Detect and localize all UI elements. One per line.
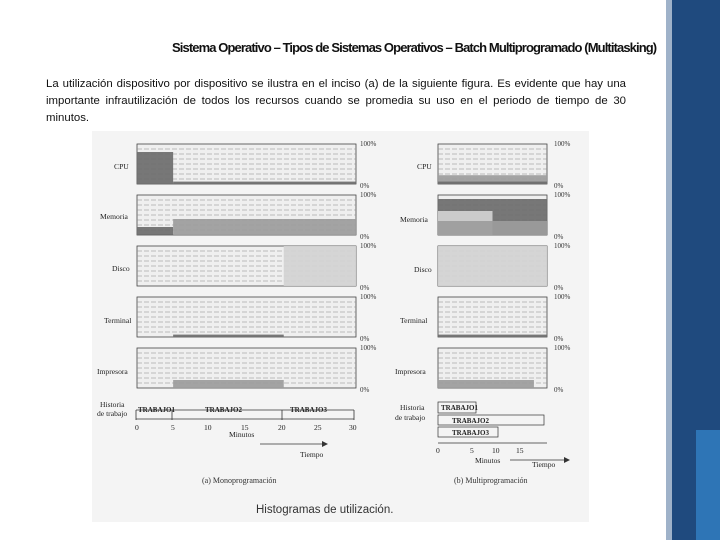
panel-b	[395, 140, 571, 485]
tick-b-5: 5	[470, 446, 474, 455]
pct-0-mem-b: 0%	[554, 233, 564, 241]
utilization-histogram-figure	[92, 131, 589, 522]
strip-a-memoria-fill-2	[137, 234, 173, 235]
tick-a-5: 5	[171, 423, 175, 432]
tick-a-20: 20	[278, 423, 286, 432]
resource-label-cpu-a: CPU	[114, 162, 129, 171]
pct-0-term-b: 0%	[554, 335, 564, 343]
resource-label-impresora-b: Impresora	[395, 367, 426, 376]
job2-label-a: TRABAJO2	[205, 406, 242, 414]
strip-b-disco-fill-0	[438, 246, 547, 286]
strip-a-cpu-fill-0	[137, 152, 173, 184]
tick-a-10: 10	[204, 423, 212, 432]
pct-0-mem-a: 0%	[360, 233, 370, 241]
pct-0-disco-b: 0%	[554, 284, 564, 292]
slide-title: Sistema Operativo – Tipos de Sistemas Operativos – Batch Multiprogramado (Multitasking)	[172, 40, 657, 55]
job1-label-b: TRABAJO1	[441, 404, 478, 412]
pct-100-imp-b: 100%	[554, 344, 571, 352]
history-label-b-2: de trabajo	[395, 413, 426, 422]
subcaption-b: (b) Multiprogramación	[454, 476, 528, 485]
job1-label-a: TRABAJO1	[138, 406, 175, 414]
resource-label-memoria-a: Memoria	[100, 212, 128, 221]
pct-0-cpu-b: 0%	[554, 182, 564, 190]
strip-a-memoria-fill-0	[137, 227, 173, 235]
strip-b-memoria-fill-2	[438, 221, 547, 235]
pct-0-imp-a: 0%	[360, 386, 370, 394]
resource-label-terminal-b: Terminal	[400, 316, 428, 325]
tick-a-25: 25	[314, 423, 322, 432]
job2-label-b: TRABAJO2	[452, 417, 489, 425]
strips-a	[137, 144, 356, 388]
job3-label-b: TRABAJO3	[452, 429, 489, 437]
tick-a-30: 30	[349, 423, 357, 432]
tick-a-15: 15	[241, 423, 249, 432]
job3-label-a: TRABAJO3	[290, 406, 327, 414]
x-label-b: Minutos	[475, 456, 501, 465]
strip-b-terminal-fill-0	[438, 335, 547, 337]
strip-a-disco-fill-0	[284, 246, 356, 286]
resource-label-memoria-b: Memoria	[400, 215, 428, 224]
resource-label-impresora-a: Impresora	[97, 367, 128, 376]
pct-0-disco-a: 0%	[360, 284, 370, 292]
decorative-block	[696, 430, 720, 540]
pct-100-mem-a: 100%	[360, 191, 377, 199]
strip-b-impresora-fill-0	[438, 380, 534, 388]
history-label-a-2: de trabajo	[97, 409, 128, 418]
time-label-a: Tiempo	[300, 450, 324, 459]
pct-0-cpu-a: 0%	[360, 182, 370, 190]
pct-0-imp-b: 0%	[554, 386, 564, 394]
strip-a-cpu-fill-1	[173, 182, 356, 184]
pct-100-disco-b: 100%	[554, 242, 571, 250]
histogram-svg	[92, 131, 589, 522]
pct-100-disco-a: 100%	[360, 242, 377, 250]
tick-a-0: 0	[135, 423, 139, 432]
strip-b-cpu-fill-1	[438, 182, 547, 184]
figure-caption: Histogramas de utilización.	[256, 504, 394, 516]
strip-a-terminal-fill-0	[173, 335, 284, 337]
tick-b-15: 15	[516, 446, 524, 455]
pct-100-term-a: 100%	[360, 293, 377, 301]
resource-label-disco-b: Disco	[414, 265, 432, 274]
slide-paragraph: La utilización dispositivo por dispositivo se ilustra en el inciso (a) de la siguiente figura. Es evidente que hay una importante infrautilización de todos los recursos cuando se promedia su uso en el periodo de tiempo de 30 minutos.	[46, 78, 626, 124]
time-label-b: Tiempo	[532, 460, 556, 469]
strips-b	[438, 144, 547, 388]
pct-100-cpu-a: 100%	[360, 140, 377, 148]
history-label-b-1: Historia	[400, 403, 425, 412]
pct-100-cpu-b: 100%	[554, 140, 571, 148]
pct-0-term-a: 0%	[360, 335, 370, 343]
pct-100-term-b: 100%	[554, 293, 571, 301]
strip-a-memoria-fill-1	[173, 219, 356, 235]
subcaption-a: (a) Monoprogramación	[202, 476, 277, 485]
panel-a	[97, 140, 377, 485]
pct-100-imp-a: 100%	[360, 344, 377, 352]
tick-b-0: 0	[436, 446, 440, 455]
history-label-a-1: Historia	[100, 400, 125, 409]
strip-a-impresora-fill-0	[173, 380, 284, 388]
pct-100-mem-b: 100%	[554, 191, 571, 199]
resource-label-terminal-a: Terminal	[104, 316, 132, 325]
resource-label-cpu-b: CPU	[417, 162, 432, 171]
resource-label-disco-a: Disco	[112, 264, 130, 273]
x-label-a: Minutos	[229, 430, 255, 439]
tick-b-10: 10	[492, 446, 500, 455]
